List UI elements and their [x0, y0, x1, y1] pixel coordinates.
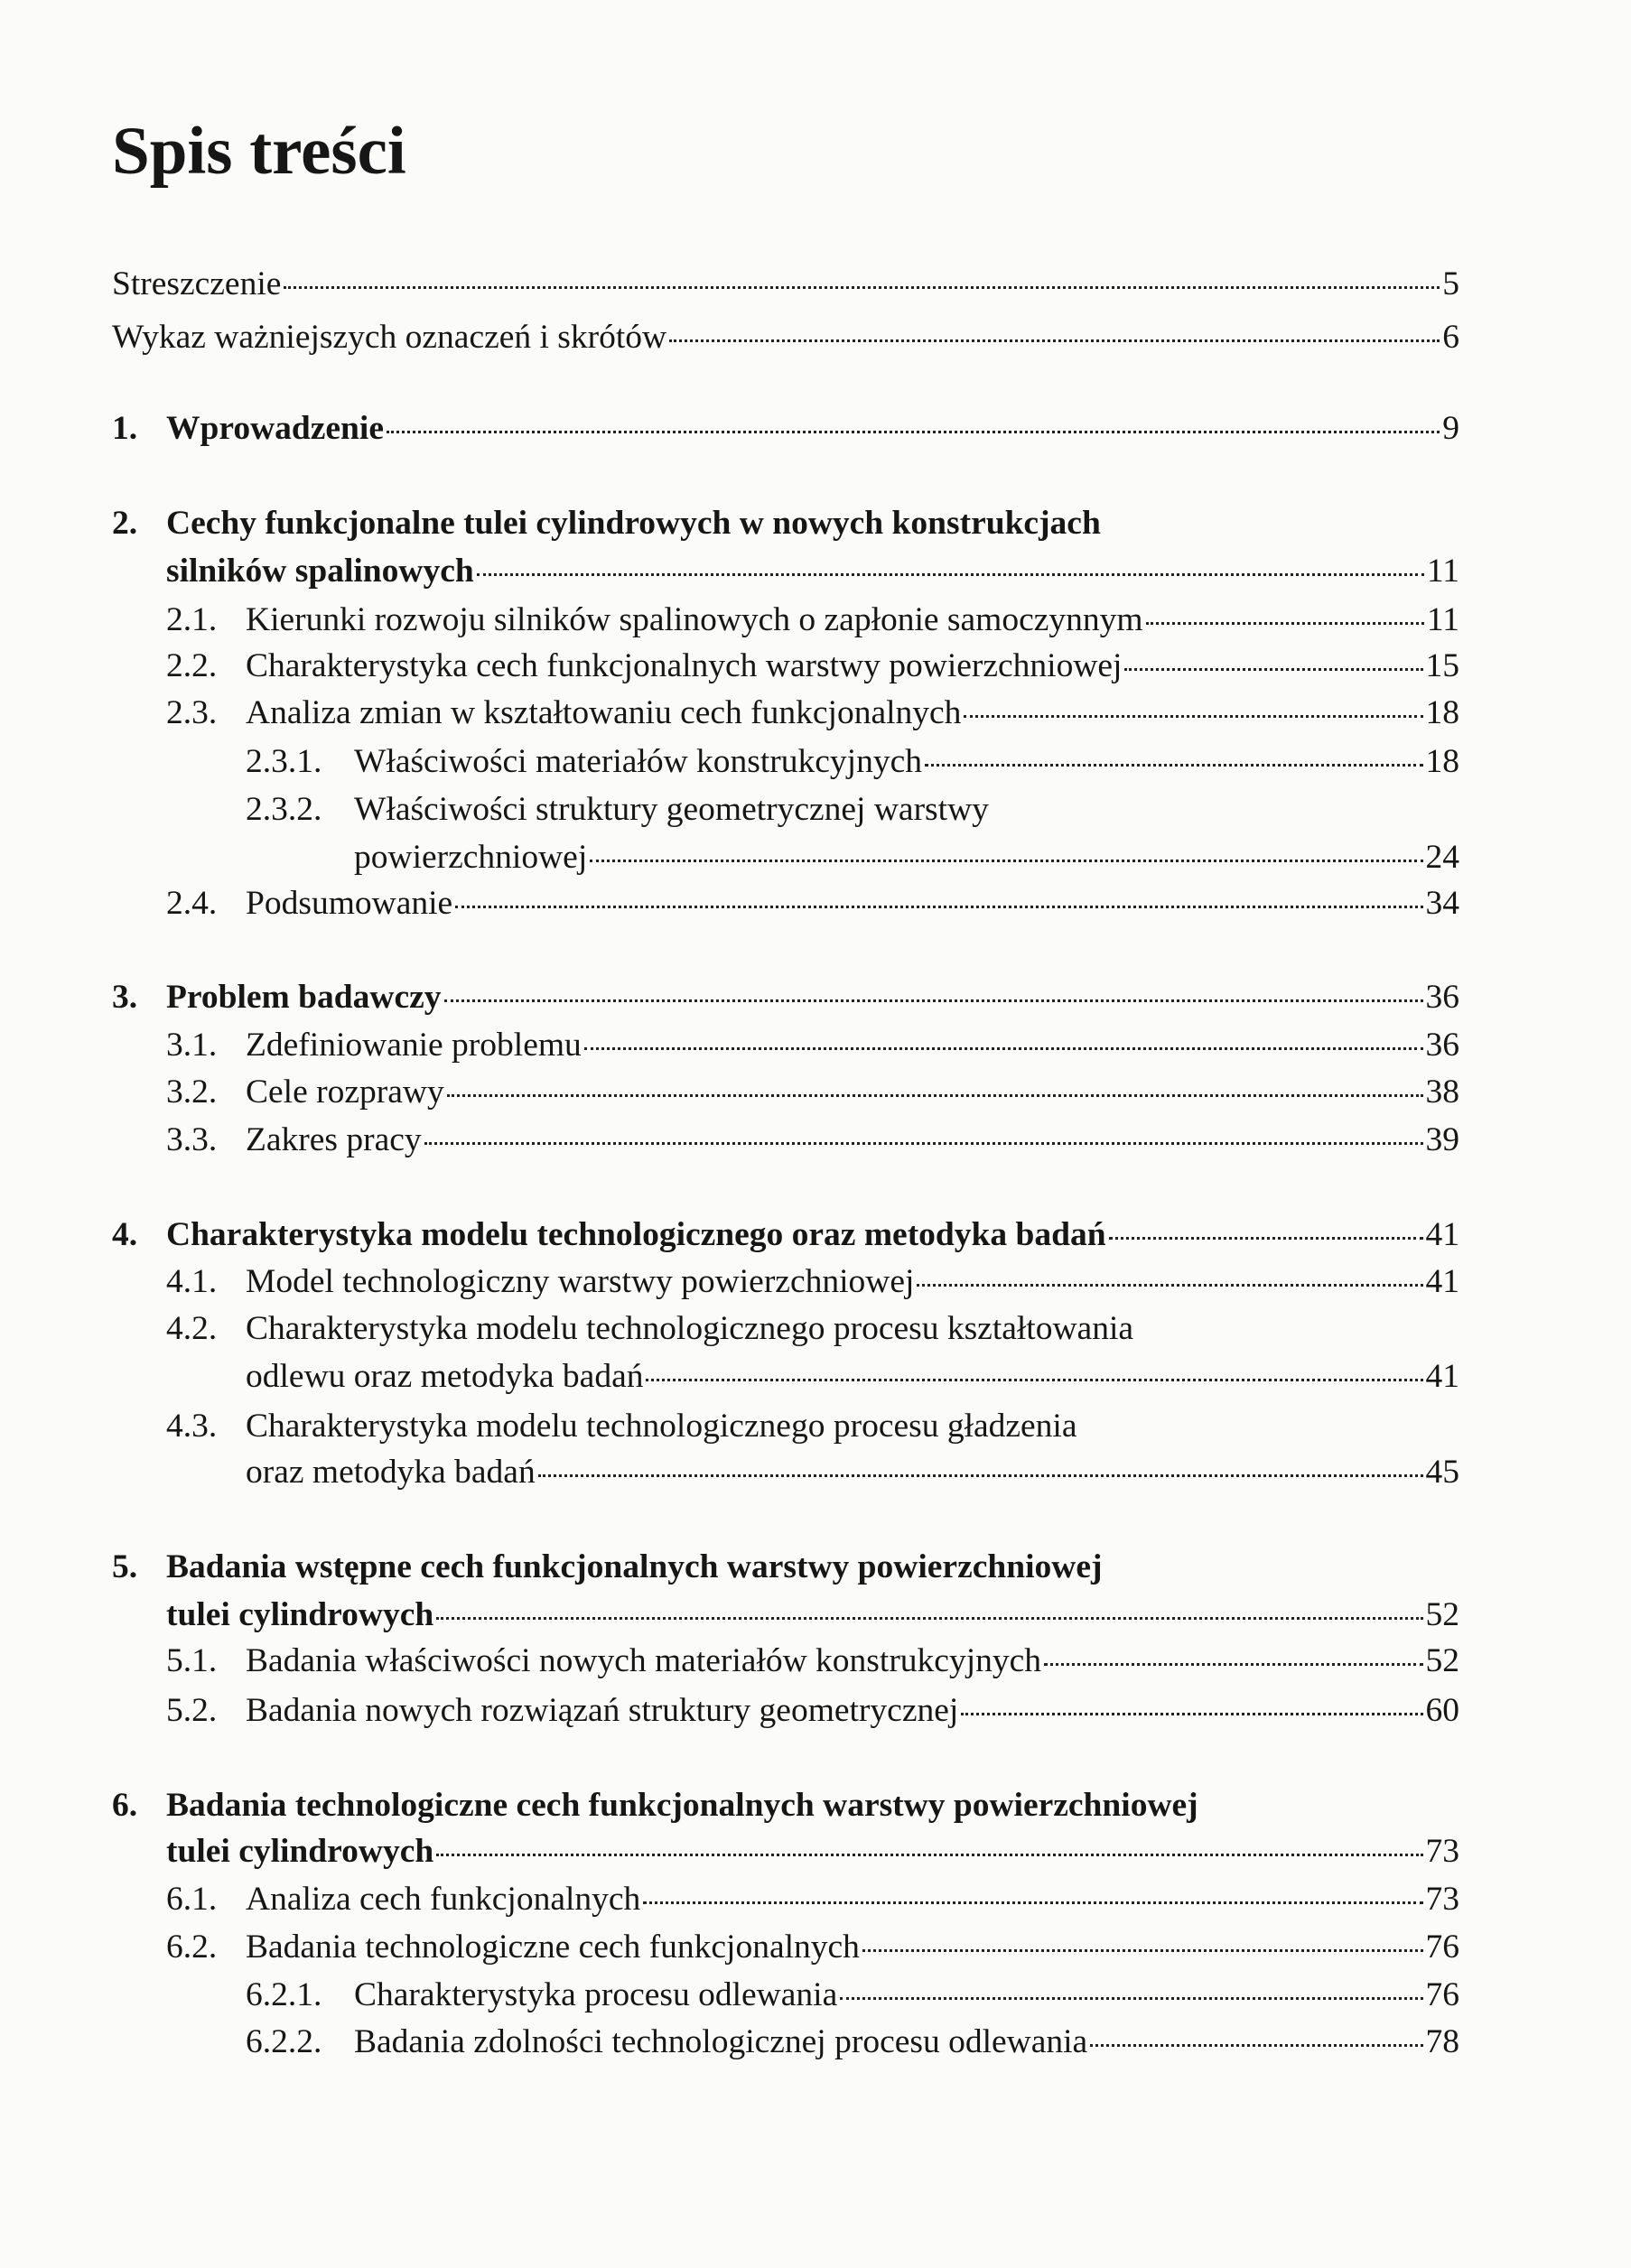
toc-page-number: 41 [1425, 1263, 1459, 1300]
toc-page-number: 9 [1442, 410, 1459, 447]
toc-number: 4.2. [166, 1310, 218, 1347]
toc-subsection-2-3-1[interactable] [246, 740, 1459, 784]
toc-number: 5.2. [166, 1692, 218, 1729]
dot-leader [925, 764, 1423, 767]
toc-page-number: 73 [1425, 1833, 1459, 1870]
toc-entry-title: oraz metodyka badań [246, 1454, 536, 1491]
toc-number: 3.3. [166, 1121, 218, 1158]
toc-entry-title: Problem badawczy [166, 979, 442, 1016]
toc-page-number: 5 [1442, 265, 1459, 302]
toc-entry-title: Badania nowych rozwiązań struktury geometrycznej [246, 1692, 959, 1729]
toc-section-2-1[interactable] [166, 599, 1459, 642]
toc-entry-title: Charakterystyka procesu odlewania [354, 1976, 838, 2013]
toc-number: 3.2. [166, 1074, 218, 1111]
toc-page-number: 36 [1425, 979, 1459, 1016]
toc-page-number: 76 [1425, 1929, 1459, 1966]
toc-entry-title: tulei cylindrowych [166, 1596, 434, 1633]
toc-entry-title: Badania zdolności technologicznej procesu odlewania [354, 2023, 1088, 2060]
toc-subsection-6-2-2[interactable] [246, 2021, 1459, 2064]
toc-section-2-4[interactable] [166, 882, 1459, 925]
dot-leader [964, 715, 1422, 718]
toc-number: 2.3.1. [246, 743, 322, 780]
toc-section-2-2[interactable] [166, 645, 1459, 688]
dot-leader [444, 999, 1423, 1002]
toc-section-4-3[interactable] [166, 1405, 1459, 1448]
toc-entry-title: Cechy funkcjonalne tulei cylindrowych w nowych konstrukcjach [166, 505, 1101, 542]
toc-number: 2.2. [166, 647, 218, 684]
toc-number: 6.2.2. [246, 2023, 322, 2060]
toc-page-number: 52 [1425, 1596, 1459, 1633]
dot-leader [455, 906, 1422, 908]
toc-section-2-3[interactable] [166, 692, 1459, 735]
toc-page-number: 78 [1425, 2023, 1459, 2060]
dot-leader [436, 1617, 1422, 1620]
toc-page-number: 39 [1425, 1121, 1459, 1158]
toc-number: 2. [112, 505, 138, 542]
toc-entry-title: Badania właściwości nowych materiałów konstrukcyjnych [246, 1642, 1042, 1679]
toc-entry-title: Zdefiniowanie problemu [246, 1027, 582, 1064]
toc-entry-title: powierzchniowej [354, 839, 588, 876]
dot-leader [590, 860, 1422, 862]
toc-entry-title: Badania technologiczne cech funkcjonalnych [246, 1929, 860, 1966]
toc-page-number: 60 [1425, 1692, 1459, 1729]
toc-chapter-3[interactable] [112, 976, 1459, 1019]
dot-leader [584, 1047, 1423, 1050]
toc-entry-title: Model technologiczny warstwy powierzchniowej [246, 1263, 915, 1300]
toc-page-number: 36 [1425, 1027, 1459, 1064]
toc-section-3-1[interactable] [166, 1024, 1459, 1067]
toc-subsection-2-3-2[interactable] [246, 788, 1459, 832]
toc-page-number: 24 [1425, 839, 1459, 876]
dot-leader [669, 339, 1440, 342]
toc-page-number: 18 [1425, 743, 1459, 780]
toc-entry-title: Streszczenie [112, 265, 282, 302]
dot-leader [387, 431, 1440, 433]
toc-entry-title: Analiza zmian w kształtowaniu cech funkcjonalnych [246, 694, 962, 731]
dot-leader [447, 1094, 1423, 1097]
dot-leader [1044, 1663, 1422, 1666]
toc-subsection-6-2-1[interactable] [246, 1974, 1459, 2017]
toc-number: 1. [112, 410, 138, 447]
toc-subsection-2-3-2-continuation[interactable] [354, 836, 1459, 879]
toc-entry-title: tulei cylindrowych [166, 1833, 434, 1870]
toc-entry-title: Kierunki rozwoju silników spalinowych o zapłonie samoczynnym [246, 601, 1143, 638]
toc-chapter-6[interactable] [112, 1784, 1459, 1827]
toc-entry-title: Zakres pracy [246, 1121, 422, 1158]
toc-section-5-1[interactable] [166, 1640, 1459, 1683]
toc-page-number: 18 [1425, 694, 1459, 731]
toc-entry-title: Charakterystyka cech funkcjonalnych warstwy powierzchniowej [246, 647, 1123, 684]
dot-leader [436, 1854, 1422, 1856]
toc-number: 5. [112, 1548, 138, 1585]
toc-entry-title: Charakterystyka modelu technologicznego oraz metodyka badań [166, 1216, 1106, 1253]
dot-leader [284, 286, 1440, 289]
toc-page-number: 38 [1425, 1074, 1459, 1111]
toc-number: 4. [112, 1216, 138, 1253]
toc-number: 6. [112, 1787, 138, 1824]
toc-number: 2.4. [166, 885, 218, 922]
dot-leader [840, 1997, 1422, 2000]
toc-section-4-2[interactable] [166, 1307, 1459, 1351]
toc-section-4-2-continuation[interactable] [246, 1355, 1459, 1399]
toc-page-number: 41 [1425, 1216, 1459, 1253]
toc-section-3-3[interactable] [166, 1119, 1459, 1162]
toc-number: 4.3. [166, 1408, 218, 1445]
toc-page-number: 45 [1425, 1454, 1459, 1491]
toc-entry-streszczenie[interactable] [112, 263, 1459, 306]
dot-leader [917, 1284, 1422, 1287]
toc-entry-title: Badania wstępne cech funkcjonalnych warstwy powierzchniowej [166, 1548, 1103, 1585]
toc-entry-title: Wykaz ważniejszych oznaczeń i skrótów [112, 319, 667, 356]
toc-page-number: 52 [1425, 1642, 1459, 1679]
toc-entry-title: odlewu oraz metodyka badań [246, 1358, 644, 1395]
dot-leader [961, 1713, 1422, 1715]
dot-leader [1109, 1237, 1423, 1240]
dot-leader [862, 1949, 1423, 1952]
toc-chapter-6-continuation[interactable] [166, 1830, 1459, 1873]
toc-entry-title: Charakterystyka modelu technologicznego procesu gładzenia [246, 1408, 1077, 1445]
toc-number: 3. [112, 979, 138, 1016]
toc-number: 3.1. [166, 1027, 218, 1064]
toc-number: 4.1. [166, 1263, 218, 1300]
toc-number: 6.2. [166, 1929, 218, 1966]
toc-page-number: 41 [1425, 1358, 1459, 1395]
page-title: Spis treści [112, 114, 406, 189]
toc-chapter-2[interactable] [112, 502, 1459, 545]
dot-leader [1124, 668, 1422, 671]
toc-entry-title: Właściwości struktury geometrycznej warstwy [354, 791, 989, 828]
toc-section-6-1[interactable] [166, 1878, 1459, 1921]
toc-chapter-5-continuation[interactable] [166, 1594, 1459, 1637]
toc-entry-title: silników spalinowych [166, 553, 474, 590]
dot-leader [538, 1474, 1423, 1477]
toc-entry-title: Cele rozprawy [246, 1074, 444, 1111]
toc-page-number: 11 [1426, 601, 1459, 638]
toc-entry-title: Badania technologiczne cech funkcjonalnych warstwy powierzchniowej [166, 1787, 1198, 1824]
toc-page-number: 76 [1425, 1976, 1459, 2013]
toc-chapter-4[interactable] [112, 1213, 1459, 1257]
toc-page-number: 73 [1425, 1881, 1459, 1918]
dot-leader [1146, 622, 1424, 625]
toc-number: 2.1. [166, 601, 218, 638]
toc-number: 6.1. [166, 1881, 218, 1918]
toc-page-number: 34 [1425, 885, 1459, 922]
dot-leader [477, 573, 1424, 576]
toc-section-4-1[interactable] [166, 1260, 1459, 1304]
dot-leader [1090, 2044, 1422, 2047]
toc-number: 5.1. [166, 1642, 218, 1679]
toc-entry-title: Właściwości materiałów konstrukcyjnych [354, 743, 922, 780]
toc-chapter-1[interactable] [112, 407, 1459, 451]
toc-page-number: 15 [1425, 647, 1459, 684]
dot-leader [646, 1379, 1422, 1381]
toc-section-3-2[interactable] [166, 1071, 1459, 1114]
dot-leader [643, 1901, 1422, 1904]
toc-page-number: 6 [1442, 319, 1459, 356]
toc-number: 2.3.2. [246, 791, 322, 828]
toc-section-6-2[interactable] [166, 1926, 1459, 1969]
toc-chapter-2-continuation[interactable] [166, 550, 1459, 593]
toc-entry-title: Analiza cech funkcjonalnych [246, 1881, 641, 1918]
toc-entry-title: Charakterystyka modelu technologicznego procesu kształtowania [246, 1310, 1134, 1347]
toc-chapter-5[interactable] [112, 1546, 1459, 1589]
toc-section-5-2[interactable] [166, 1689, 1459, 1733]
toc-entry-wykaz[interactable] [112, 316, 1459, 359]
toc-number: 2.3. [166, 694, 218, 731]
toc-page-number: 11 [1426, 553, 1459, 590]
toc-section-4-3-continuation[interactable] [246, 1451, 1459, 1494]
toc-entry-title: Podsumowanie [246, 885, 453, 922]
toc-entry-title: Wprowadzenie [166, 410, 384, 447]
toc-number: 6.2.1. [246, 1976, 322, 2013]
dot-leader [424, 1142, 1423, 1145]
